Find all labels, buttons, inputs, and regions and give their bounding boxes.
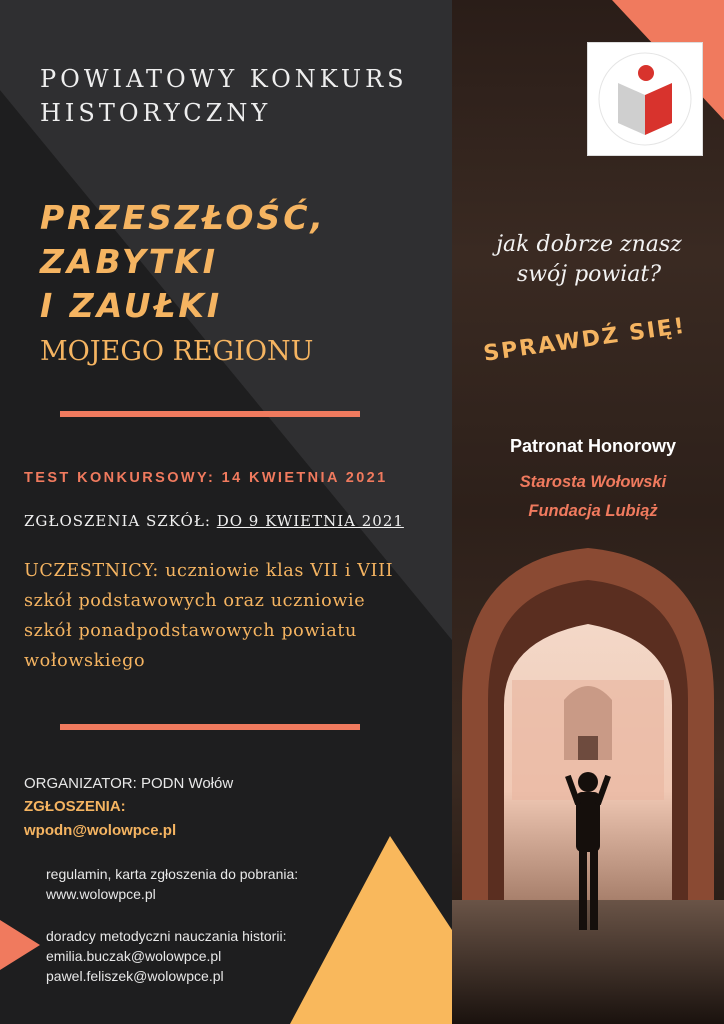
book-and-person-logo-icon xyxy=(588,43,702,155)
stone-floor xyxy=(452,900,724,1024)
question-line2: swój powiat? xyxy=(516,262,662,287)
headline-line2: ZABYTKI xyxy=(40,242,219,281)
website-link[interactable]: www.wolowpce.pl xyxy=(46,886,156,902)
rules-text: regulamin, karta zgłoszenia do pobrania: xyxy=(46,866,299,882)
question-line1: jak dobrze znasz xyxy=(496,232,682,257)
check-yourself: SPRAWDŹ SIĘ! xyxy=(482,313,688,367)
participants-label: UCZESTNICY: xyxy=(24,561,159,581)
school-registration-date: DO 9 KWIETNIA 2021 xyxy=(216,512,404,530)
registration-email-link[interactable]: wpodn@wolowpce.pl xyxy=(24,822,177,839)
headline xyxy=(40,196,326,328)
advisors-block xyxy=(46,926,286,986)
participants xyxy=(24,556,449,676)
registration-heading: ZGŁOSZENIA: xyxy=(24,798,126,815)
patron-1: Starosta Wołowski xyxy=(519,473,667,491)
school-registration-label: ZGŁOSZENIA SZKÓŁ: xyxy=(24,512,217,530)
test-date: TEST KONKURSOWY: 14 KWIETNIA 2021 xyxy=(24,470,388,486)
rules-block xyxy=(46,864,298,904)
participants-line3: szkół ponadpodstawowych powiatu xyxy=(24,621,357,641)
school-registration xyxy=(24,512,404,530)
competition-title-line1: POWIATOWY KONKURS xyxy=(40,65,408,93)
participants-line4: wołowskiego xyxy=(24,651,146,671)
question xyxy=(464,230,714,290)
advisor-email-link-2[interactable]: pawel.feliszek@wolowpce.pl xyxy=(46,968,224,984)
honorary-patronage: Patronat Honorowy xyxy=(509,436,676,456)
divider-bottom xyxy=(60,724,360,730)
headline-line1: PRZESZŁOŚĆ, xyxy=(40,198,326,237)
participants-text1: uczniowie klas VII i VIII xyxy=(165,561,394,581)
competition-title-line2: HISTORYCZNY xyxy=(40,99,272,127)
building-door xyxy=(578,736,598,760)
organizer: ORGANIZATOR: PODN Wołów xyxy=(24,775,234,792)
organization-logo xyxy=(587,42,703,156)
divider-top xyxy=(60,411,360,417)
advisor-email-link-1[interactable]: emilia.buczak@wolowpce.pl xyxy=(46,948,222,964)
headline-line3: I ZAUŁKI xyxy=(40,286,223,325)
competition-title xyxy=(40,62,408,130)
headline-subtitle: MOJEGO REGIONU xyxy=(40,336,314,367)
patrons xyxy=(462,468,724,526)
advisors-text: doradcy metodyczni nauczania historii: xyxy=(46,928,287,944)
participants-line1 xyxy=(24,556,449,586)
patron-2: Fundacja Lubiąż xyxy=(528,502,658,520)
participants-line2: szkół podstawowych oraz uczniowie xyxy=(24,591,366,611)
